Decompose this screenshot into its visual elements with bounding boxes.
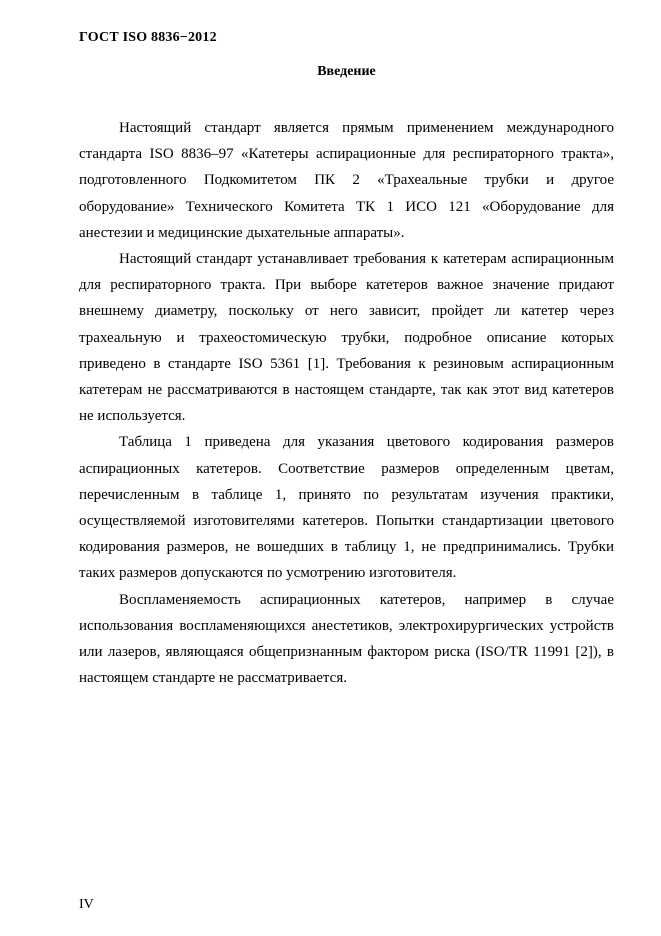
paragraph-3: Таблица 1 приведена для указания цветового кодирования размеров аспирационных катетеров. Соответствие размеров определенным цветам, перечисленным в таблице 1, принято по результатам изучения практики, осуществляемой изготовителями катетеров. Попытки стандартизации цветового кодирования размеров, не вошедших в таблицу 1, не предпринимались. Трубки таких размеров допускаются по усмотрению изготовителя. <box>79 434 614 582</box>
paragraph-1: Настоящий стандарт является прямым применением международного стандарта ISO 8836–97 «Катетеры аспирационные для респираторного тракта», подготовленного Подкомитетом ПК 2 «Трахеальные трубки и другое оборудование» Технического Комитета ТК 1 ИСО 121 «Оборудование для анестезии и медицинские дыхательные аппараты». <box>79 120 614 241</box>
document-standard-code: ГОСТ ISO 8836−2012 <box>79 30 217 45</box>
paragraph-2: Настоящий стандарт устанавливает требования к катетерам аспирационным для респираторного тракта. При выборе катетеров важное значение придают внешнему диаметру, поскольку от него зависит, пройдет ли катетер через трахеальную и трахеостомическую трубки, подробное описание которых приведено в стандарте ISO 5361 [1]. Требования к резиновым аспирационным катетерам не рассматриваются в настоящем стандарте, так как этот вид катетеров не используется. <box>79 251 614 425</box>
page-number: IV <box>79 897 94 912</box>
section-title: Введение <box>317 64 376 79</box>
paragraph-4: Воспламеняемость аспирационных катетеров, например в случае использования воспламеняющихся анестетиков, электрохирургических устройств или лазеров, являющаяся общепризнанным фактором риска (ISO/TR 11991 [2]), в настоящем стандарте не рассматривается. <box>79 591 614 687</box>
document-body <box>79 115 614 691</box>
